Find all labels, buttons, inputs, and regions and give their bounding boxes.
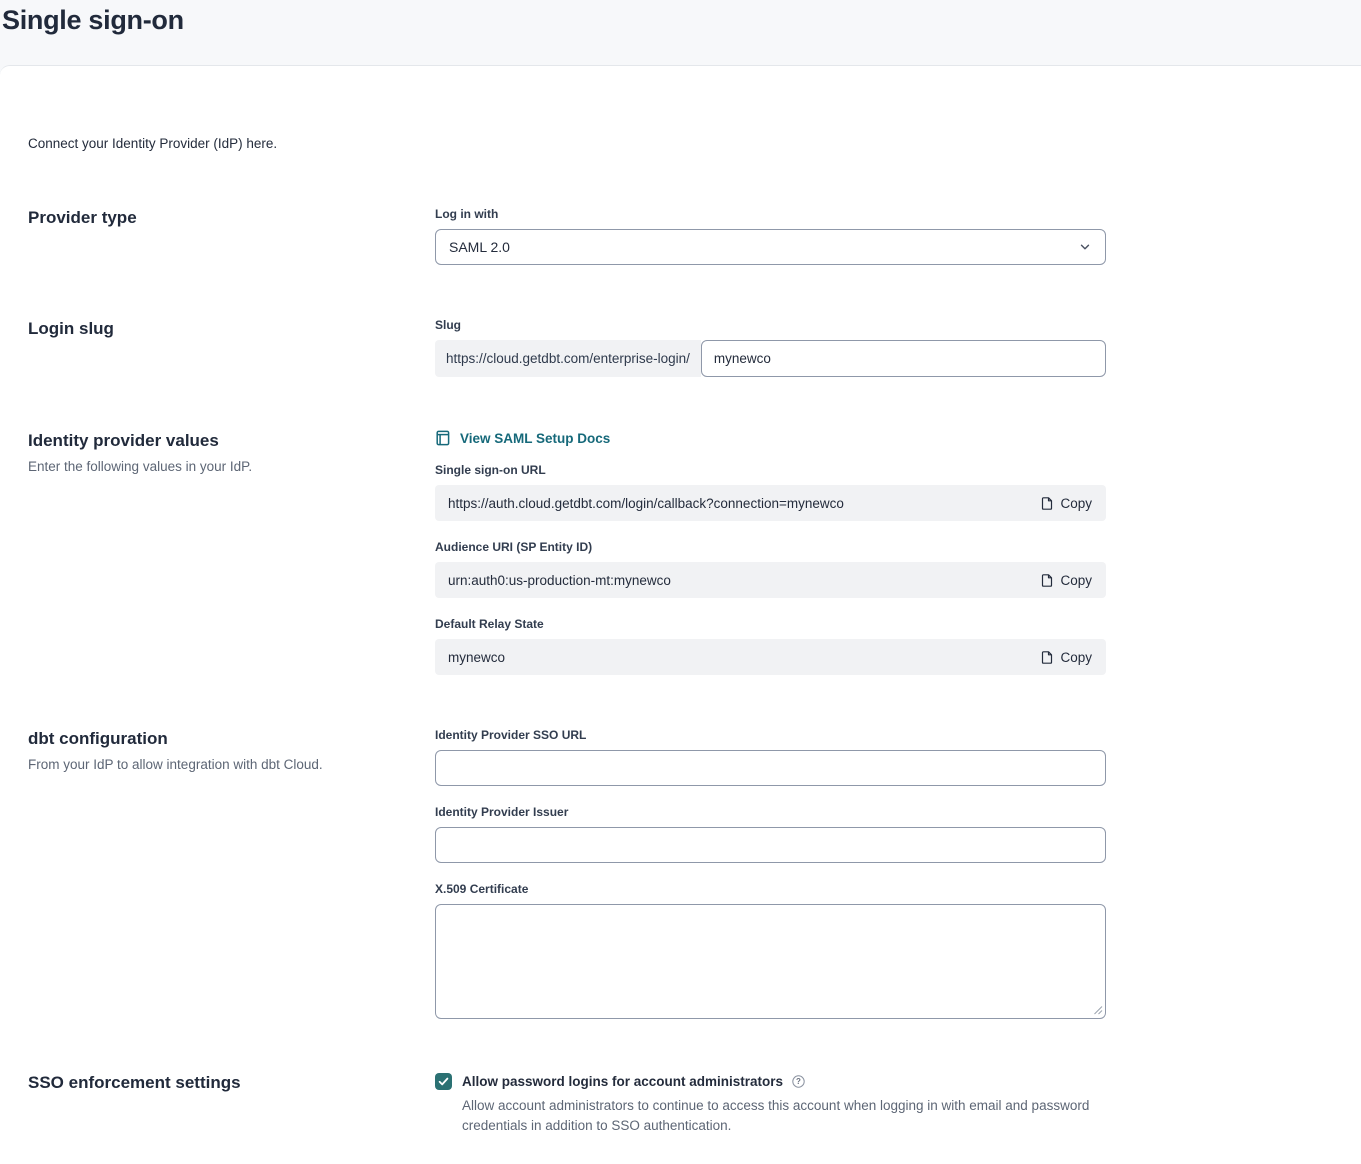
docs-icon [435, 430, 451, 446]
page-header [0, 0, 1361, 65]
provider-type-select[interactable] [435, 229, 1106, 265]
idp-issuer-input[interactable] [435, 827, 1106, 863]
allow-password-logins-label: Allow password logins for account administrators [462, 1074, 784, 1089]
log-in-with-label: Log in with [435, 207, 499, 221]
chevron-down-icon [1077, 239, 1093, 255]
provider-type-selected-value: SAML 2.0 [449, 239, 510, 255]
slug-url-prefix: https://cloud.getdbt.com/enterprise-login/ [435, 340, 701, 377]
help-icon[interactable] [792, 1075, 805, 1088]
sso-enforcement-heading: SSO enforcement settings [28, 1073, 241, 1092]
copy-button-label: Copy [1060, 495, 1092, 511]
copy-button-label: Copy [1060, 572, 1092, 588]
docs-link-label: View SAML Setup Docs [460, 430, 611, 446]
intro-text: Connect your Identity Provider (IdP) here. [28, 136, 278, 151]
section-login-slug [28, 318, 1106, 377]
dbt-configuration-subheading: From your IdP to allow integration with dbt Cloud. [28, 757, 323, 772]
idp-values-heading: Identity provider values [28, 431, 219, 450]
copy-icon [1039, 496, 1053, 511]
idp-sso-url-input[interactable] [435, 750, 1106, 786]
settings-card [0, 65, 1361, 1164]
view-saml-setup-docs-link[interactable] [435, 430, 1106, 446]
audience-uri-label: Audience URI (SP Entity ID) [435, 540, 593, 554]
slug-label: Slug [435, 318, 461, 332]
copy-icon [1039, 573, 1053, 588]
slug-input[interactable] [701, 340, 1106, 377]
copy-icon [1039, 650, 1053, 665]
sso-url-label: Single sign-on URL [435, 463, 546, 477]
section-dbt-configuration [28, 728, 1106, 1019]
allow-password-logins-checkbox[interactable] [435, 1073, 452, 1090]
idp-sso-url-label: Identity Provider SSO URL [435, 728, 587, 742]
copy-button-label: Copy [1060, 649, 1092, 665]
section-sso-enforcement [28, 1072, 1106, 1136]
sso-url-value-row [435, 485, 1106, 521]
page-title: Single sign-on [2, 5, 184, 35]
copy-sso-url-button[interactable] [1039, 496, 1092, 511]
login-slug-heading: Login slug [28, 319, 114, 338]
dbt-configuration-heading: dbt configuration [28, 729, 168, 748]
audience-uri-value-row [435, 562, 1106, 598]
allow-password-logins-description: Allow account administrators to continue to access this account when logging in with email and password credentials in addition to SSO authentication. [462, 1098, 1090, 1133]
x509-certificate-label: X.509 Certificate [435, 882, 529, 896]
provider-type-heading: Provider type [28, 208, 137, 227]
svg-text:?: ? [795, 1077, 801, 1087]
default-relay-state-value: mynewco [448, 649, 506, 665]
copy-audience-uri-button[interactable] [1039, 573, 1092, 588]
default-relay-state-label: Default Relay State [435, 617, 544, 631]
x509-certificate-textarea[interactable] [435, 904, 1106, 1019]
checkmark-icon [437, 1075, 450, 1088]
section-idp-values [28, 430, 1106, 675]
idp-values-subheading: Enter the following values in your IdP. [28, 459, 253, 474]
sso-url-value: https://auth.cloud.getdbt.com/login/callback?connection=mynewco [448, 495, 844, 511]
idp-issuer-label: Identity Provider Issuer [435, 805, 569, 819]
section-provider-type [28, 207, 1106, 265]
default-relay-state-value-row [435, 639, 1106, 675]
audience-uri-value: urn:auth0:us-production-mt:mynewco [448, 572, 671, 588]
copy-default-relay-state-button[interactable] [1039, 650, 1092, 665]
